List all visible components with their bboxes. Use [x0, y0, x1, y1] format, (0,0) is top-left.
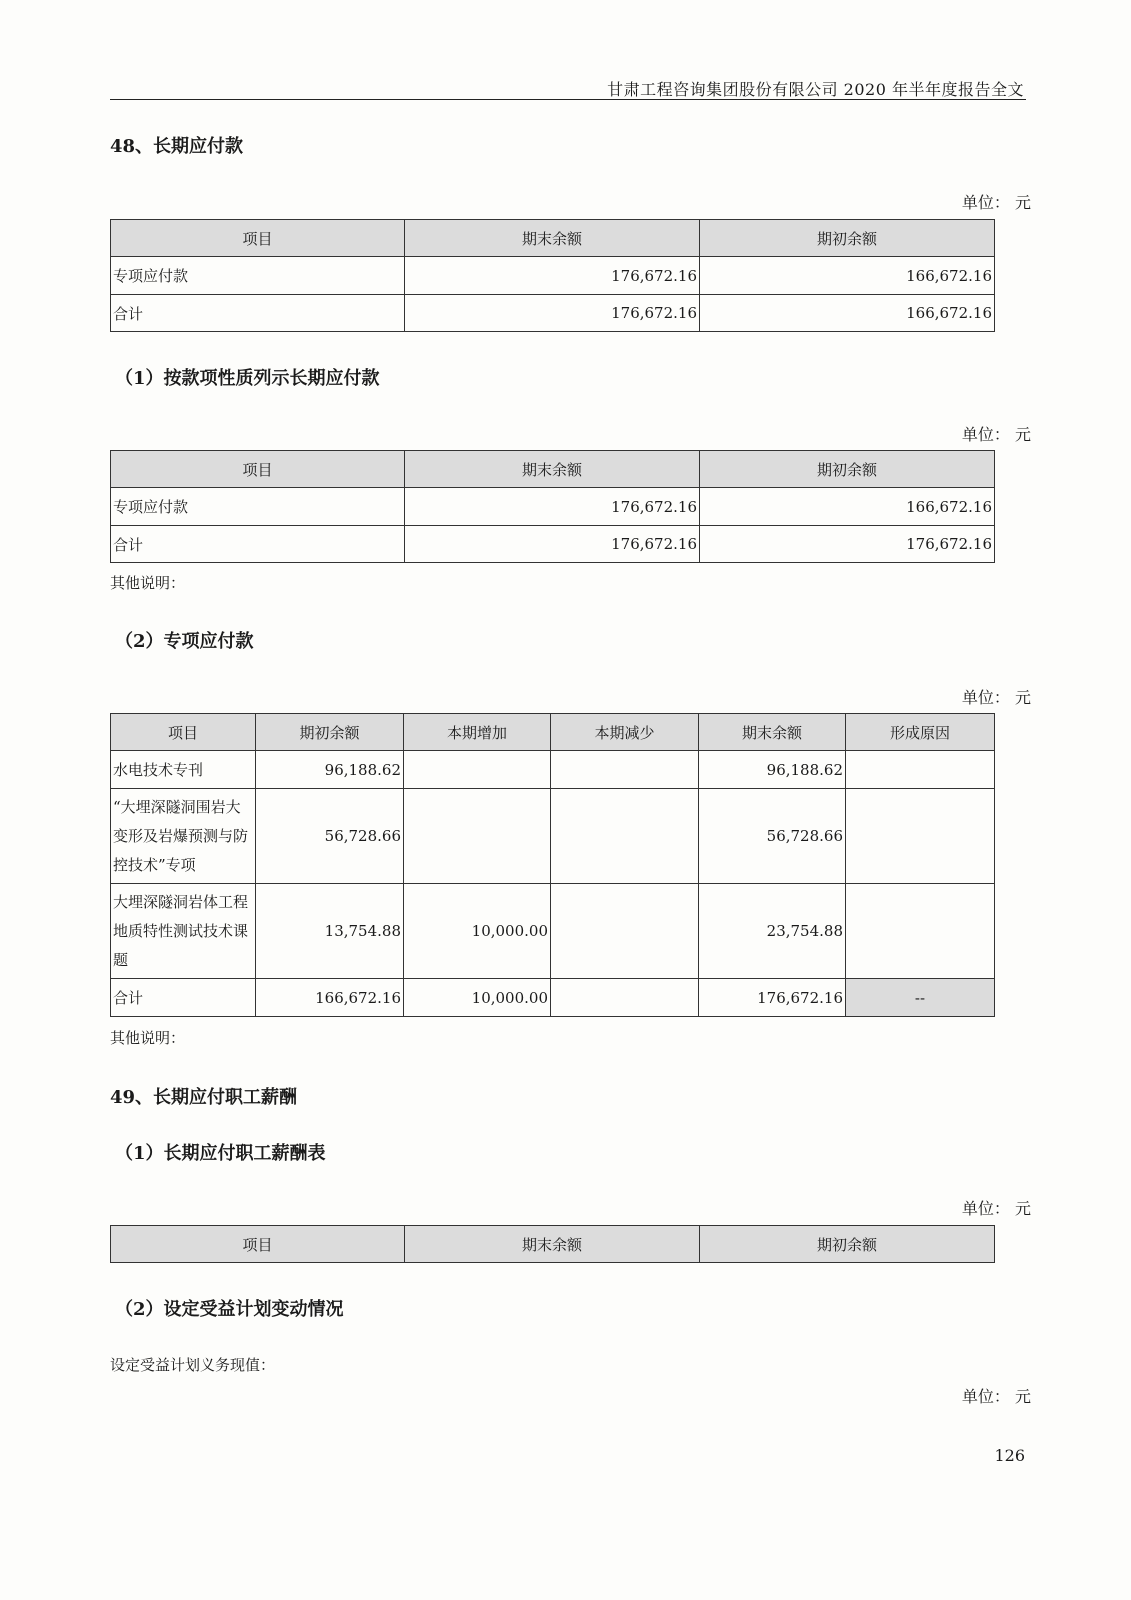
- cell: 10,000.00: [404, 884, 551, 979]
- cell: 56,728.66: [699, 789, 846, 884]
- cell: 176,672.16: [405, 488, 700, 526]
- unit-label: 单位： 元: [961, 425, 1031, 444]
- table-header-row: [111, 220, 995, 257]
- cell: 10,000.00: [404, 979, 551, 1017]
- col-header: 项目: [111, 1226, 405, 1263]
- col-header: 形成原因: [846, 714, 995, 751]
- col-header: 期末余额: [405, 220, 700, 257]
- cell: [846, 789, 995, 884]
- col-header: 期初余额: [700, 1226, 995, 1263]
- cell: 166,672.16: [700, 257, 995, 295]
- cell: 13,754.88: [256, 884, 404, 979]
- cell: [404, 789, 551, 884]
- unit-label: 单位： 元: [961, 688, 1031, 707]
- cell: 166,672.16: [700, 295, 995, 332]
- col-header: 本期减少: [551, 714, 699, 751]
- other-notes-label: 其他说明：: [110, 1029, 186, 1047]
- header-divider: [110, 99, 1026, 100]
- subsection-2-title: （2）专项应付款: [115, 631, 254, 652]
- col-header: 期初余额: [256, 714, 404, 751]
- cell: --: [846, 979, 995, 1017]
- col-header: 期末余额: [699, 714, 846, 751]
- table-row: [111, 979, 995, 1017]
- cell: 166,672.16: [700, 488, 995, 526]
- cell: 96,188.62: [699, 751, 846, 789]
- cell: 专项应付款: [111, 488, 405, 526]
- col-header: 项目: [111, 714, 256, 751]
- cell: 合计: [111, 526, 405, 563]
- col-header: 本期增加: [404, 714, 551, 751]
- table-row: [111, 488, 995, 526]
- cell: 176,672.16: [405, 295, 700, 332]
- cell: “大埋深隧洞围岩大变形及岩爆预测与防控技术”专项: [111, 789, 256, 884]
- col-header: 项目: [111, 451, 405, 488]
- cell: 56,728.66: [256, 789, 404, 884]
- table-header-row: [111, 1226, 995, 1263]
- special-payables-table: [110, 713, 995, 1017]
- cell: 专项应付款: [111, 257, 405, 295]
- cell: [551, 789, 699, 884]
- col-header: 期初余额: [700, 451, 995, 488]
- subsection-49-2-title: （2）设定受益计划变动情况: [115, 1299, 344, 1320]
- table-row: [111, 257, 995, 295]
- cell: 水电技术专刊: [111, 751, 256, 789]
- unit-label: 单位： 元: [961, 1199, 1031, 1218]
- unit-label: 单位： 元: [961, 1387, 1031, 1406]
- cell: [404, 751, 551, 789]
- table-row: [111, 526, 995, 563]
- table-row: [111, 751, 995, 789]
- cell: 合计: [111, 979, 256, 1017]
- table-row: [111, 884, 995, 979]
- table-row: [111, 295, 995, 332]
- unit-label: 单位： 元: [961, 193, 1031, 212]
- subsection-49-1-title: （1）长期应付职工薪酬表: [115, 1143, 326, 1164]
- cell: 176,672.16: [699, 979, 846, 1017]
- long-term-payables-table: [110, 219, 995, 332]
- cell: 23,754.88: [699, 884, 846, 979]
- cell: [846, 884, 995, 979]
- cell: 96,188.62: [256, 751, 404, 789]
- col-header: 期初余额: [700, 220, 995, 257]
- other-notes-label: 其他说明：: [110, 574, 186, 592]
- table-row: [111, 789, 995, 884]
- cell: [551, 979, 699, 1017]
- cell: 176,672.16: [405, 526, 700, 563]
- cell: [846, 751, 995, 789]
- col-header: 期末余额: [405, 1226, 700, 1263]
- cell: 166,672.16: [256, 979, 404, 1017]
- col-header: 项目: [111, 220, 405, 257]
- page-number: 126: [994, 1446, 1025, 1465]
- payables-by-nature-table: [110, 450, 995, 563]
- cell: 大埋深隧洞岩体工程地质特性测试技术课题: [111, 884, 256, 979]
- employee-compensation-table: [110, 1225, 995, 1263]
- table-header-row: [111, 451, 995, 488]
- subsection-1-title: （1）按款项性质列示长期应付款: [115, 368, 380, 389]
- cell: 合计: [111, 295, 405, 332]
- section-49-title: 49、长期应付职工薪酬: [110, 1087, 298, 1108]
- cell: [551, 751, 699, 789]
- report-header: 甘肃工程咨询集团股份有限公司 2020 年半年度报告全文: [607, 80, 1024, 99]
- cell: 176,672.16: [700, 526, 995, 563]
- section-48-title: 48、长期应付款: [110, 136, 244, 157]
- cell: 176,672.16: [405, 257, 700, 295]
- table-header-row: [111, 714, 995, 751]
- defined-benefit-text: 设定受益计划义务现值：: [110, 1356, 276, 1374]
- cell: [551, 884, 699, 979]
- col-header: 期末余额: [405, 451, 700, 488]
